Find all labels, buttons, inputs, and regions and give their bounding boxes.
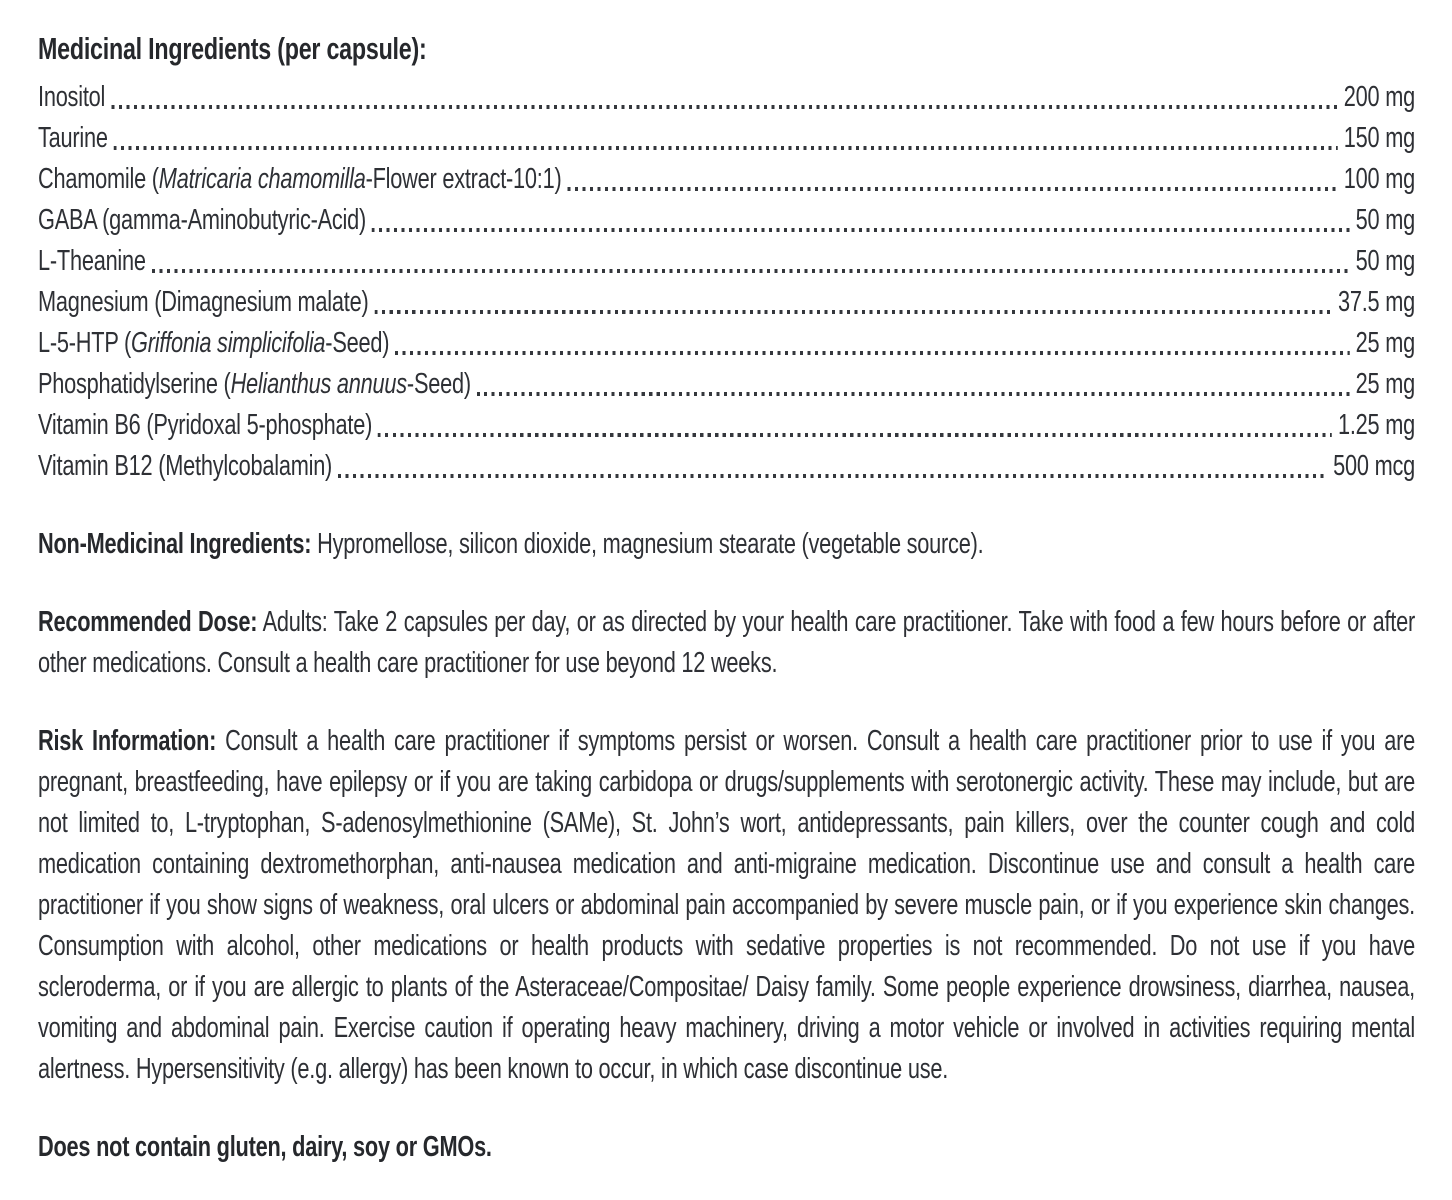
ingredient-row — [38, 446, 1415, 487]
ingredient-row — [38, 282, 1415, 323]
dot-leader — [378, 433, 1332, 437]
non-medicinal-ingredients-text: Hypromellose, silicon dioxide, magnesium stearate (vegetable source). — [311, 528, 984, 560]
ingredient-name — [38, 159, 562, 200]
ingredient-amount: 200 mg — [1343, 81, 1415, 113]
ingredient-amount: 500 mcg — [1333, 450, 1415, 482]
allergen-claim: Does not contain gluten, dairy, soy or GMOs. — [38, 1131, 492, 1163]
ingredient-amount: 25 mg — [1355, 327, 1415, 359]
dot-leader — [372, 228, 1350, 232]
ingredient-amount: 25 mg — [1355, 368, 1415, 400]
ingredient-name-text: L-5-HTP ( — [38, 327, 132, 359]
ingredient-row — [38, 364, 1415, 405]
ingredient-name — [38, 323, 389, 364]
non-medicinal-ingredients-label: Non-Medicinal Ingredients: — [38, 528, 312, 560]
ingredient-amount: 37.5 mg — [1337, 286, 1415, 318]
ingredient-name-suffix: -Flower extract-10:1) — [365, 163, 562, 195]
ingredient-name-suffix: -Seed) — [406, 368, 471, 400]
ingredient-name-text: Inositol — [38, 81, 106, 113]
ingredient-amount: 50 mg — [1355, 204, 1415, 236]
ingredient-row — [38, 77, 1415, 118]
ingredient-amount: 100 mg — [1343, 163, 1415, 195]
risk-information-text: Consult a health care practitioner if symptoms persist or worsen. Consult a health care practitioner prior to use if you are pregnant, breastfeeding, have epilepsy or if you are taking carbidopa or drugs/supplements with serotonergic activity. These may include, but are not limited to, L-tryptophan, S-adenosylmethionine (SAMe), St. John’s wort, antidepressants, pain killers, over the counter cough and cold medication containing dextromethorphan, anti-nausea medication and anti-migraine medication. Discontinue use and consult a health care practitioner if you show signs of weakness, oral ulcers or abdominal pain accompanied by severe muscle pain, or if you experience skin changes. Consumption with alcohol, other medications or health products with sedative properties is not recommended. Do not use if you have scleroderma, or if you are allergic to plants of the Asteraceae/Compositae/ Daisy family. Some people experience drowsiness, diarrhea, nausea, vomiting and abdominal pain. Exercise caution if operating heavy machinery, driving a motor vehicle or involved in activities requiring mental alertness. Hypersensitivity (e.g. allergy) has been known to occur, in which case discontinue use. — [38, 725, 1415, 1085]
dot-leader — [338, 474, 1327, 478]
ingredient-name-text: Vitamin B6 (Pyridoxal 5-phosphate) — [38, 409, 373, 441]
ingredient-list — [38, 77, 1415, 487]
ingredient-name — [38, 446, 332, 487]
non-medicinal-ingredients-paragraph — [38, 524, 1415, 565]
recommended-dose-label: Recommended Dose: — [38, 606, 258, 638]
ingredient-amount: 50 mg — [1355, 245, 1415, 277]
ingredient-row — [38, 118, 1415, 159]
medicinal-ingredients-title: Medicinal Ingredients (per capsule): — [38, 31, 427, 66]
ingredient-name-text: Vitamin B12 (Methylcobalamin) — [38, 450, 333, 482]
risk-information-paragraph — [38, 721, 1415, 1090]
ingredient-botanical-name: Helianthus annuus — [230, 368, 407, 400]
ingredient-name-text: Chamomile ( — [38, 163, 159, 195]
ingredient-amount: 1.25 mg — [1337, 409, 1415, 441]
dot-leader — [111, 105, 1338, 109]
recommended-dose-paragraph — [38, 602, 1415, 684]
ingredient-name — [38, 118, 108, 159]
ingredient-botanical-name: Griffonia simplicifolia — [131, 327, 326, 359]
ingredient-row — [38, 159, 1415, 200]
ingredient-name-text: Phosphatidylserine ( — [38, 368, 231, 400]
ingredient-name-text: L-Theanine — [38, 245, 146, 277]
ingredient-amount: 150 mg — [1343, 122, 1415, 154]
ingredient-name-text: GABA (gamma-Aminobutyric-Acid) — [38, 204, 367, 236]
dot-leader — [374, 310, 1331, 314]
recommended-dose-text: Adults: Take 2 capsules per day, or as directed by your health care practitioner. Take with food a few hours before or after other medications. Consult a health care practitioner for use beyond 12 weeks. — [38, 606, 1415, 679]
ingredient-row — [38, 200, 1415, 241]
dot-leader — [568, 187, 1338, 191]
ingredient-name — [38, 241, 146, 282]
ingredient-name — [38, 405, 372, 446]
ingredient-name — [38, 364, 471, 405]
label-panel — [38, 28, 1415, 1168]
label-content — [38, 28, 1415, 1168]
ingredient-name-text: Taurine — [38, 122, 108, 154]
dot-leader — [114, 146, 1338, 150]
ingredient-row — [38, 241, 1415, 282]
ingredient-row — [38, 323, 1415, 364]
ingredient-name-text: Magnesium (Dimagnesium malate) — [38, 286, 369, 318]
risk-information-label: Risk Information: — [38, 725, 217, 757]
ingredient-name — [38, 200, 366, 241]
ingredient-name-suffix: -Seed) — [325, 327, 390, 359]
ingredient-botanical-name: Matricaria chamomilla — [158, 163, 366, 195]
ingredient-name — [38, 282, 368, 323]
dot-leader — [152, 269, 1350, 273]
dot-leader — [477, 392, 1350, 396]
ingredient-name — [38, 77, 105, 118]
dot-leader — [395, 351, 1349, 355]
ingredient-row — [38, 405, 1415, 446]
